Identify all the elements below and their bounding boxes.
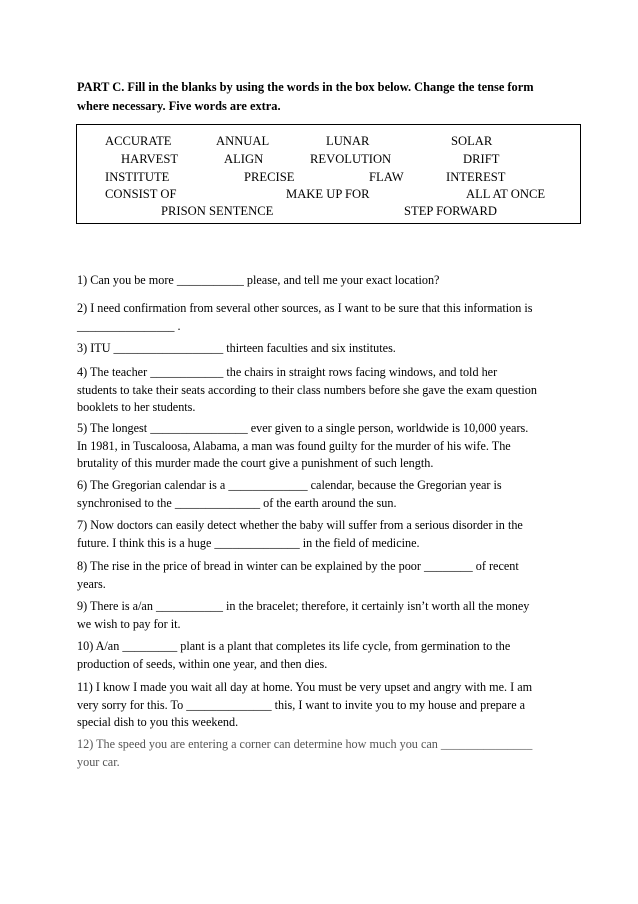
word-prison-sentence: PRISON SENTENCE [161,204,274,218]
word-annual: ANNUAL [216,134,270,148]
question-5-line-2: In 1981, in Tuscaloosa, Alabama, a man was found guilty for the murder of his wife. The [77,438,511,453]
question-6-line-1: 6) The Gregorian calendar is a _____________ calendar, because the Gregorian year is [77,478,502,492]
question-4 [77,364,567,417]
question-2-line-1: 2) I need confirmation from several other sources, as I want to be sure that this information is [77,301,533,315]
question-12-line-1: 12) The speed you are entering a corner can determine how much you can _______________ [77,737,533,751]
word-interest: INTEREST [446,170,506,184]
word-revolution: REVOLUTION [310,152,392,166]
question-1 [77,272,567,290]
question-5-line-3: brutality of this murder made the court give a punishment of such length. [77,456,434,471]
question-9-line-1: 9) There is a/an ___________ in the bracelet; therefore, it certainly isn’t worth all the money [77,599,530,613]
part-c-instructions [77,78,567,116]
question-4-line-2: students to take their seats according to their class numbers before she gave the exam question [77,382,537,397]
word-consist-of: CONSIST OF [105,187,177,201]
question-9-line-2: we wish to pay for it. [77,616,181,631]
question-7-line-2: future. I think this is a huge ______________ in the field of medicine. [77,535,420,550]
question-12 [77,736,567,771]
word-drift: DRIFT [463,152,500,166]
question-10 [77,638,567,673]
word-align: ALIGN [224,152,264,166]
question-11-line-3: special dish to you this weekend. [77,715,239,730]
word-precise: PRECISE [244,170,295,184]
question-2-line-2: ________________ . [77,318,181,333]
question-5-line-1: 5) The longest ________________ ever given to a single person, worldwide is 10,000 years. [77,421,529,435]
question-7-line-1: 7) Now doctors can easily detect whether the baby will suffer from a serious disorder in the [77,518,523,532]
question-1-line-1: 1) Can you be more ___________ please, and tell me your exact location? [77,273,440,287]
word-make-up-for: MAKE UP FOR [286,187,370,201]
question-8-line-1: 8) The rise in the price of bread in winter can be explained by the poor ________ of recent [77,559,519,573]
question-4-line-3: booklets to her students. [77,400,196,415]
question-11 [77,679,567,732]
question-3 [77,340,567,358]
word-box [76,124,581,224]
question-8 [77,558,567,593]
word-step-forward: STEP FORWARD [404,204,497,218]
word-accurate: ACCURATE [105,134,172,148]
question-10-line-2: production of seeds, within one year, and then dies. [77,656,328,671]
question-5 [77,420,567,473]
question-2 [77,300,567,335]
question-11-line-1: 11) I know I made you wait all day at home. You must be very upset and angry with me. I am [77,680,533,694]
instructions-line-1: PART C. Fill in the blanks by using the words in the box below. Change the tense form [77,80,534,94]
word-harvest: HARVEST [121,152,179,166]
question-4-line-1: 4) The teacher ____________ the chairs in straight rows facing windows, and told her [77,365,498,379]
word-solar: SOLAR [451,134,493,148]
word-flaw: FLAW [369,170,404,184]
question-10-line-1: 10) A/an _________ plant is a plant that completes its life cycle, from germination to the [77,639,511,653]
question-8-line-2: years. [77,576,106,591]
question-6 [77,477,567,512]
question-11-line-2: very sorry for this. To ______________ this, I want to invite you to my house and prepare a [77,697,526,712]
word-institute: INSTITUTE [105,170,170,184]
question-6-line-2: synchronised to the ______________ of the earth around the sun. [77,495,397,510]
word-all-at-once: ALL AT ONCE [466,187,546,201]
question-12-line-2: your car. [77,754,120,769]
instructions-line-2: where necessary. Five words are extra. [77,99,281,113]
question-9 [77,598,567,633]
question-3-line-1: 3) ITU __________________ thirteen faculties and six institutes. [77,341,396,355]
question-7 [77,517,567,552]
word-lunar: LUNAR [326,134,370,148]
